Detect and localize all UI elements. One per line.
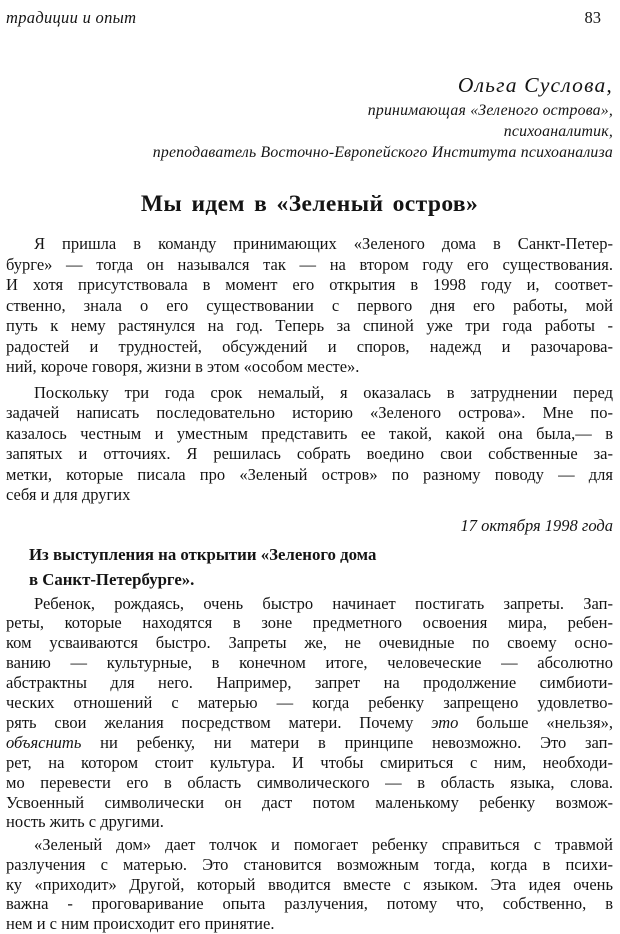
text-line: ний, короче говоря, жизни в этом «особом месте». <box>6 357 360 376</box>
author-name: Ольга Суслова, <box>457 73 613 97</box>
subheading-line: Из выступления на открытии «Зеленого дома <box>29 544 377 564</box>
text-line: ванию — культурные, в конечном итоге, человеческие — абсолютно <box>6 653 613 673</box>
text-line: важна - проговаривание опыта разлучения, потому что, собственно, в <box>6 894 613 914</box>
text-line: Ребенок, рождаясь, очень быстро начинает постигать запреты. Зап- <box>34 593 613 613</box>
text-line: нем и с ним происходит его принятие. <box>6 913 275 933</box>
paragraph-3 <box>6 594 613 833</box>
running-header <box>6 8 613 28</box>
text-line: ческих отношений с матерью — когда ребенку запрещено удовлетво- <box>6 693 613 713</box>
running-title: традиции и опыт <box>6 8 137 27</box>
paragraph-1 <box>6 234 613 378</box>
text-line: ственно, знала о его существовании с первого дня его работы, мой <box>6 295 613 315</box>
author-role: преподаватель Восточно-Европейского Института психоанализа <box>152 144 613 161</box>
text-line: бурге» — тогда он назывался так — на втором году его существования. <box>6 254 613 274</box>
text-line: Я пришла в команду принимающих «Зеленого дома в Санкт-Петер- <box>34 234 613 253</box>
text-line: радостей и трудностей, обсуждений и споров, надежд и разочарова- <box>6 336 613 356</box>
text-line: Поскольку три года срок немалый, я оказалась в затруднении перед <box>34 382 613 402</box>
author-role: психоаналитик, <box>503 123 613 140</box>
text-line: реты, которые находятся в зоне предметного освоения мира, ребен- <box>6 613 613 633</box>
text-line: объяснить ни ребенку, ни матери в принципе невозможно. Это зап- <box>6 732 613 752</box>
text-line: И хотя присутствовала в момент его открытия в 1998 году и, соответ- <box>6 275 613 294</box>
paragraph-4 <box>6 835 613 933</box>
author-role: принимающая «Зеленого острова», <box>367 102 613 119</box>
text-line: запятых и отточиях. Я решилась собрать воедино свои собственные за- <box>6 444 613 463</box>
text-line: ку «приходит» Другой, который вводится вместе с языком. Эта идея очень <box>6 874 613 894</box>
text-line: путь к нему растянулся на год. Теперь за спиной уже три года работы - <box>6 316 613 335</box>
text-line: казалось честным и уместным представить ее такой, какой она была,— в <box>6 423 613 443</box>
text-line: абстрактны для него. Например, запрет на продолжение симбиоти- <box>6 673 613 693</box>
text-line: «Зеленый дом» дает толчок и помогает ребенку справиться с травмой <box>34 835 613 855</box>
paragraph-2 <box>6 383 613 506</box>
date-line: 17 октября 1998 года <box>460 515 613 535</box>
subheading-line: в Санкт-Петербурге». <box>29 570 195 589</box>
text-line: разлучения с матерью. Это становится возможным тогда, когда в психи- <box>6 854 613 874</box>
text-line: себя и для других <box>6 485 131 504</box>
text-line: ком усваиваются быстро. Запреты же, не очевидные по своему осно- <box>6 633 613 653</box>
section-subheading <box>6 542 613 593</box>
article-title: Мы идем в «Зеленый остров» <box>140 191 479 217</box>
text-line: рять свои желания посредством матери. Почему это больше «нельзя», <box>6 712 613 732</box>
text-line: Усвоенный символически он даст потом маленькому ребенку возмож- <box>6 792 613 812</box>
text-line: метки, которые писала про «Зеленый остров» по разному поводу — для <box>6 464 613 484</box>
text-line: задачей написать последовательно историю «Зеленого острова». Мне по- <box>6 403 613 422</box>
byline <box>6 72 613 163</box>
text-line: мо перевести его в область символического — в область языка, слова. <box>6 772 613 792</box>
text-line: рет, на котором стоит культура. И чтобы смириться с ним, необходи- <box>6 752 613 772</box>
text-line: ность жить с другими. <box>6 812 164 832</box>
page-number: 83 <box>584 8 601 27</box>
author-roles <box>6 100 613 163</box>
